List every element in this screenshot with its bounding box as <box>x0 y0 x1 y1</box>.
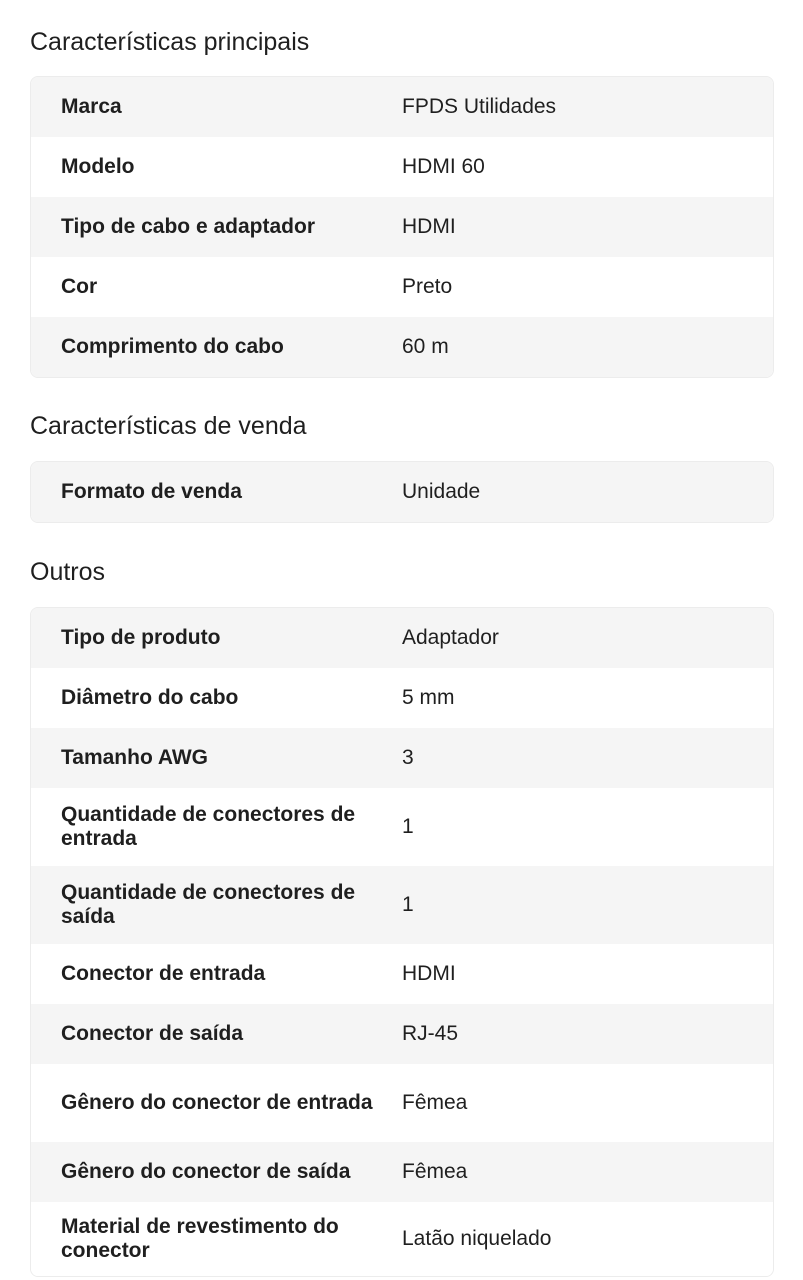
spec-value: 1 <box>402 893 414 916</box>
spec-row <box>31 257 773 317</box>
spec-table-main-features <box>30 76 774 378</box>
spec-value: Fêmea <box>402 1160 468 1183</box>
spec-row <box>31 668 773 728</box>
spec-label: Tipo de cabo e adaptador <box>61 215 315 238</box>
section-sale-features <box>30 411 774 503</box>
spec-row <box>31 788 773 866</box>
spec-row <box>31 866 773 944</box>
section-others <box>30 557 774 1262</box>
spec-table-sale-features <box>30 461 774 523</box>
spec-label: Conector de entrada <box>61 962 266 985</box>
spec-label: Gênero do conector de entrada <box>61 1091 373 1114</box>
spec-label: Conector de saída <box>61 1022 244 1045</box>
spec-value: Preto <box>402 275 453 298</box>
spec-row <box>31 1004 773 1064</box>
spec-value: 3 <box>402 746 414 769</box>
section-main-features <box>30 27 774 358</box>
spec-label: Quantidade de conectores de entrada <box>61 803 356 850</box>
spec-row <box>31 462 773 522</box>
spec-row <box>31 1202 773 1276</box>
section-title-sale-features: Características de venda <box>30 412 307 440</box>
spec-row <box>31 608 773 668</box>
spec-value: HDMI <box>402 962 456 985</box>
spec-row <box>31 1064 773 1142</box>
spec-label: Formato de venda <box>61 480 242 503</box>
spec-value: 5 mm <box>402 686 455 709</box>
spec-value: FPDS Utilidades <box>402 95 557 118</box>
section-title-main-features: Características principais <box>30 28 310 56</box>
spec-value: HDMI <box>402 215 456 238</box>
spec-row <box>31 77 773 137</box>
spec-label: Tamanho AWG <box>61 746 208 769</box>
spec-row <box>31 1142 773 1202</box>
spec-value: Latão niquelado <box>402 1227 552 1250</box>
spec-row <box>31 944 773 1004</box>
spec-table-others <box>30 607 774 1277</box>
spec-row <box>31 728 773 788</box>
spec-value: HDMI 60 <box>402 155 485 178</box>
spec-row <box>31 197 773 257</box>
spec-row <box>31 317 773 377</box>
spec-value: Fêmea <box>402 1091 468 1114</box>
spec-label: Diâmetro do cabo <box>61 686 239 709</box>
spec-value: 1 <box>402 815 414 838</box>
spec-value: Adaptador <box>402 626 499 649</box>
spec-value: 60 m <box>402 335 449 358</box>
spec-label: Cor <box>61 275 98 298</box>
spec-value: Unidade <box>402 480 481 503</box>
spec-label: Tipo de produto <box>61 626 221 649</box>
spec-label: Modelo <box>61 155 135 178</box>
spec-label: Marca <box>61 95 122 118</box>
spec-label: Gênero do conector de saída <box>61 1160 351 1183</box>
spec-label: Material de revestimento do conector <box>61 1215 339 1262</box>
spec-value: RJ-45 <box>402 1022 459 1045</box>
section-title-others: Outros <box>30 558 106 586</box>
spec-label: Comprimento do cabo <box>61 335 284 358</box>
spec-label: Quantidade de conectores de saída <box>61 881 356 928</box>
spec-row <box>31 137 773 197</box>
